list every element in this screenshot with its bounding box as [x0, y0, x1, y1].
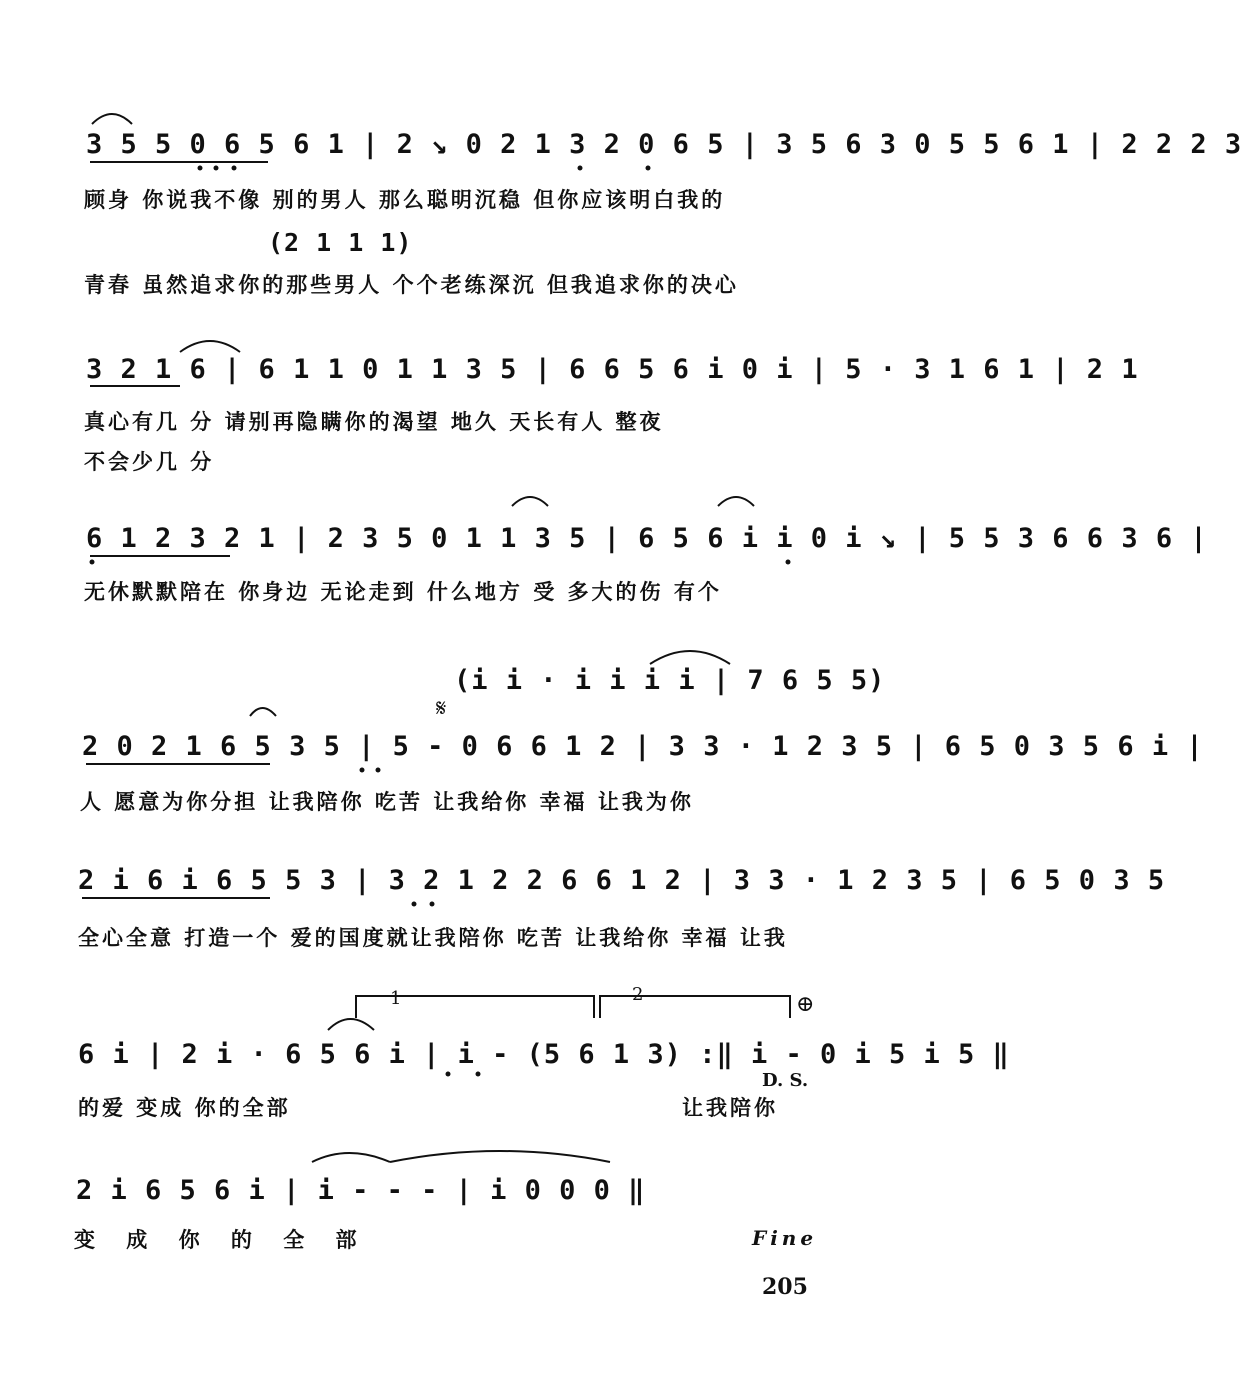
dal-segno-marking: D. S.: [762, 1070, 809, 1091]
slur-4: [718, 497, 754, 506]
system-4-notes: 2 0 2 1 6 5 3 5 | 5 - 0 6 6 1 2 | 3 3 · 1 2 3 5 | 6 5 0 3 5 6 i |: [82, 731, 1204, 762]
slur-2: [180, 341, 240, 352]
slur-6: [650, 651, 730, 664]
system-1-lyric-verse2: 青春 虽然追求你的那些男人 个个老练深沉 但我追求你的决心: [84, 273, 739, 297]
system-3-lyric: 无休默默陪在 你身边 无论走到 什么地方 受 多大的伤 有个: [84, 580, 722, 604]
system-3-notes: 6 1 2 3 2 1 | 2 3 5 0 1 1 3 5 | 6 5 6 i i 0 i ↘ | 5 5 3 6 6 3 6 |: [86, 523, 1208, 554]
system-6-lyric: 的爱 变成 你的全部: [78, 1096, 291, 1120]
slur-5: [250, 708, 276, 716]
system-5-lyric: 全心全意 打造一个 爱的国度就让我陪你 吃苦 让我给你 幸福 让我: [78, 926, 788, 950]
volta-2-label: 2: [632, 984, 644, 1005]
system-7-lyric: 变 成 你 的 全 部: [74, 1228, 369, 1252]
system-6-notes: 6 i | 2 i · 6 5 6 i | i - (5 6 1 3) :‖ i - 0 i 5 i 5 ‖: [78, 1039, 1010, 1070]
slur-3: [512, 497, 548, 506]
slur-1: [92, 114, 132, 124]
segno-sign: 𝄋: [436, 694, 447, 722]
volta-1-label: 1: [390, 988, 402, 1009]
slur-9: [390, 1151, 610, 1162]
system-2-lyric-verse2: 不会少几 分: [84, 450, 215, 474]
system-4-upper-notes: (i i · i i i i | 7 6 5 5): [454, 665, 886, 696]
slur-8: [312, 1153, 390, 1162]
volta-2-bracket: [600, 996, 790, 1018]
page-number: 205: [762, 1274, 808, 1300]
system-1-notes: 3 5 5 0 6 5 6 1 | 2 ↘ 0 2 1 3 2 0 6 5 | 3 5 6 3 0 5 5 6 1 | 2 2 2 3: [86, 129, 1242, 160]
fine-marking: Fine: [752, 1226, 818, 1250]
system-7-notes: 2 i 6 5 6 i | i - - - | i 0 0 0 ‖: [76, 1175, 646, 1206]
system-2-lyric-verse1: 真心有几 分 请别再隐瞒你的渴望 地久 天长有人 整夜: [84, 410, 664, 434]
system-1-lyric-verse1: 顾身 你说我不像 别的男人 那么聪明沉稳 但你应该明白我的: [84, 188, 726, 212]
system-1-alt-notes: (2 1 1 1): [268, 228, 413, 257]
coda-sign: ⊕: [796, 992, 815, 1017]
system-6-lyric-end: 让我陪你: [682, 1096, 778, 1120]
system-2-notes: 3 2 1 6 | 6 1 1 0 1 1 3 5 | 6 6 5 6 i 0 i | 5 · 3 1 6 1 | 2 1: [86, 354, 1139, 385]
system-4-lyric: 人 愿意为你分担 让我陪你 吃苦 让我给你 幸福 让我为你: [80, 790, 694, 814]
system-5-notes: 2 i 6 i 6 5 5 3 | 3 2 1 2 2 6 6 1 2 | 3 3 · 1 2 3 5 | 6 5 0 3 5: [78, 865, 1166, 896]
slur-7: [328, 1019, 374, 1030]
